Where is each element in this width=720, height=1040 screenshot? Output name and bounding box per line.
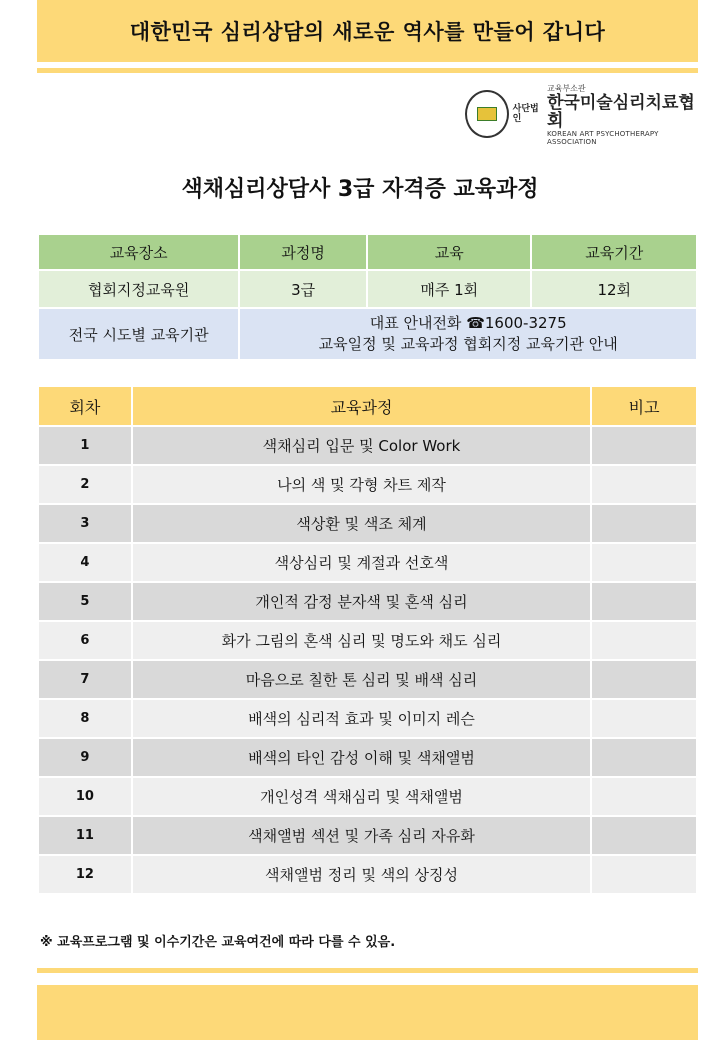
course-row <box>38 699 697 738</box>
session-number: 3 <box>38 504 132 543</box>
footnote: ※ 교육프로그램 및 이수기간은 교육여건에 따라 다를 수 있음. <box>40 935 396 950</box>
info-header-cell: 교육 <box>367 234 532 270</box>
course-row <box>38 777 697 816</box>
info-header-cell: 과정명 <box>239 234 367 270</box>
info-header-row <box>38 234 697 270</box>
course-title: 색상심리 및 계절과 선호색 <box>132 543 592 582</box>
course-note <box>591 855 697 894</box>
session-number: 9 <box>38 738 132 777</box>
divider-line <box>37 68 698 73</box>
session-number: 7 <box>38 660 132 699</box>
top-banner <box>37 0 698 62</box>
logo-name: 한국미술심리치료협회 <box>547 92 695 131</box>
course-header-row <box>38 386 697 426</box>
course-row <box>38 543 697 582</box>
divider-line <box>37 968 698 973</box>
course-note <box>591 660 697 699</box>
course-row <box>38 816 697 855</box>
session-number: 11 <box>38 816 132 855</box>
session-number: 12 <box>38 855 132 894</box>
course-row <box>38 855 697 894</box>
session-number: 2 <box>38 465 132 504</box>
info-value-cell: 12회 <box>531 270 697 308</box>
info-value-row <box>38 270 697 308</box>
logo-english: KOREAN ART PSYCHOTHERAPY ASSOCIATION <box>547 129 659 146</box>
course-row <box>38 738 697 777</box>
course-title: 배색의 심리적 효과 및 이미지 레슨 <box>132 699 592 738</box>
phone-line: 대표 안내전화 ☎1600-3275 <box>369 314 567 332</box>
session-number: 8 <box>38 699 132 738</box>
course-header-cell: 회차 <box>38 386 132 426</box>
course-note <box>591 699 697 738</box>
course-note <box>591 504 697 543</box>
seal-icon <box>465 90 509 138</box>
course-note <box>591 426 697 465</box>
logo-text <box>547 83 695 146</box>
session-number: 1 <box>38 426 132 465</box>
course-title: 개인적 감정 분자색 및 혼색 심리 <box>132 582 592 621</box>
course-title: 배색의 타인 감성 이해 및 색채앨범 <box>132 738 592 777</box>
course-row <box>38 660 697 699</box>
course-note <box>591 543 697 582</box>
course-title: 색상환 및 색조 체계 <box>132 504 592 543</box>
course-header-cell: 교육과정 <box>132 386 592 426</box>
logo-top-label: 교육부소관 <box>547 83 586 93</box>
logo-side-label: 사단법인 <box>512 104 539 124</box>
course-title: 마음으로 칠한 톤 심리 및 배색 심리 <box>132 660 592 699</box>
course-note <box>591 816 697 855</box>
course-title: 색채심리 입문 및 Color Work <box>132 426 592 465</box>
session-number: 10 <box>38 777 132 816</box>
agency-label: 전국 시도별 교육기관 <box>38 308 239 360</box>
info-header-cell: 교육장소 <box>38 234 239 270</box>
guide-line: 교육일정 및 교육과정 협회지정 교육기관 안내 <box>318 335 618 353</box>
course-table <box>37 385 698 895</box>
info-value-cell: 3급 <box>239 270 367 308</box>
agency-row <box>38 308 697 360</box>
course-title: 색채앨범 정리 및 색의 상징성 <box>132 855 592 894</box>
info-value-cell: 협회지정교육원 <box>38 270 239 308</box>
session-number: 6 <box>38 621 132 660</box>
agency-contact <box>239 308 697 360</box>
course-title: 개인성격 색채심리 및 색채앨범 <box>132 777 592 816</box>
course-row <box>38 465 697 504</box>
course-note <box>591 738 697 777</box>
association-logo <box>465 83 695 146</box>
course-row <box>38 504 697 543</box>
course-header-cell: 비고 <box>591 386 697 426</box>
info-table <box>37 233 698 361</box>
session-number: 4 <box>38 543 132 582</box>
bottom-banner <box>37 985 698 1040</box>
session-number: 5 <box>38 582 132 621</box>
course-note <box>591 777 697 816</box>
info-value-cell: 매주 1회 <box>367 270 532 308</box>
course-note <box>591 465 697 504</box>
course-title: 나의 색 및 각형 차트 제작 <box>132 465 592 504</box>
page-title: 색채심리상담사 3급 자격증 교육과정 <box>181 177 539 202</box>
info-header-cell: 교육기간 <box>531 234 697 270</box>
course-title: 색채앨범 섹션 및 가족 심리 자유화 <box>132 816 592 855</box>
course-note <box>591 621 697 660</box>
course-row <box>38 621 697 660</box>
course-note <box>591 582 697 621</box>
course-row <box>38 582 697 621</box>
course-row <box>38 426 697 465</box>
course-title: 화가 그림의 혼색 심리 및 명도와 채도 심리 <box>132 621 592 660</box>
banner-text: 대한민국 심리상담의 새로운 역사를 만들어 갑니다 <box>129 20 606 44</box>
